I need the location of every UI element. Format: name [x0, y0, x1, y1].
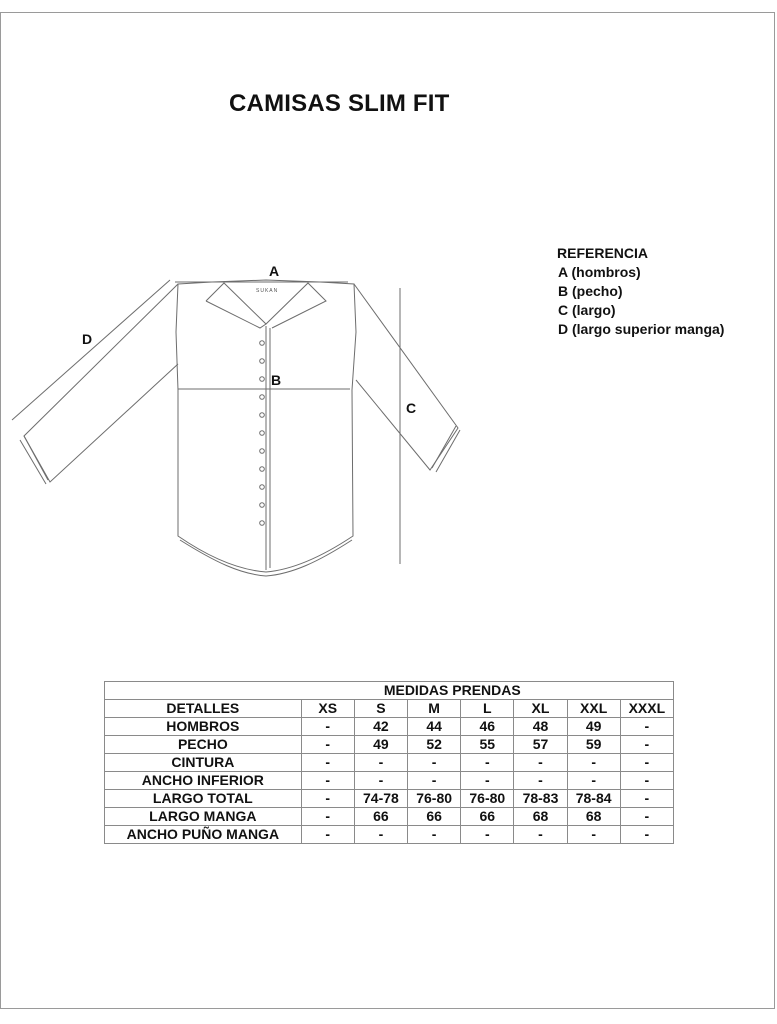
left-sleeve: [24, 284, 178, 482]
table-row: [105, 736, 674, 754]
table-cell: -: [301, 718, 354, 736]
table-cell: 52: [408, 736, 461, 754]
table-cell: 49: [354, 736, 407, 754]
table-cell: -: [514, 754, 567, 772]
page-title: CAMISAS SLIM FIT: [229, 90, 450, 117]
label-a: A: [269, 263, 280, 279]
table-cell: -: [461, 754, 514, 772]
header-size: L: [461, 700, 514, 718]
row-label: LARGO TOTAL: [105, 790, 302, 808]
table-cell: -: [354, 754, 407, 772]
label-d: D: [82, 331, 93, 347]
header-size: XXL: [567, 700, 620, 718]
table-cell: -: [354, 772, 407, 790]
row-label: HOMBROS: [105, 718, 302, 736]
table-cell: 48: [514, 718, 567, 736]
table-cell: -: [567, 772, 620, 790]
table-caption-row: [105, 682, 674, 700]
table-row: [105, 772, 674, 790]
table-cell: -: [461, 772, 514, 790]
table-cell: 57: [514, 736, 567, 754]
table-cell: 78-84: [567, 790, 620, 808]
table-cell: 55: [461, 736, 514, 754]
shirt-buttons: [260, 341, 265, 526]
table-header-row: [105, 700, 674, 718]
table-cell: -: [514, 772, 567, 790]
header-detalles: DETALLES: [105, 700, 302, 718]
table-cell: -: [408, 772, 461, 790]
table-cell: 66: [408, 808, 461, 826]
row-label: ANCHO PUÑO MANGA: [105, 826, 302, 844]
shirt-collar-inner: [206, 301, 266, 328]
reference-item-c: C (largo): [558, 302, 616, 318]
table-cell: -: [620, 718, 673, 736]
table-cell: -: [567, 826, 620, 844]
table-cell: -: [301, 808, 354, 826]
reference-heading: REFERENCIA: [557, 245, 649, 261]
table-cell: 76-80: [408, 790, 461, 808]
header-size: S: [354, 700, 407, 718]
table-cell: -: [620, 790, 673, 808]
right-cuff: [432, 426, 456, 468]
brand-label: SUKAN: [256, 288, 279, 294]
table-cell: 59: [567, 736, 620, 754]
row-label: CINTURA: [105, 754, 302, 772]
label-c: C: [406, 400, 417, 416]
shirt-diagram: [0, 240, 520, 600]
table-cell: -: [408, 826, 461, 844]
left-cuff: [24, 436, 48, 480]
header-size: XL: [514, 700, 567, 718]
table-cell: 66: [461, 808, 514, 826]
table-cell: 46: [461, 718, 514, 736]
reference-item-d: D (largo superior manga): [558, 321, 725, 337]
table-cell: 68: [514, 808, 567, 826]
table-cell: -: [408, 754, 461, 772]
table-cell: -: [620, 772, 673, 790]
table-caption: MEDIDAS PRENDAS: [301, 682, 461, 700]
sleeve-measure-line: [12, 280, 170, 420]
table-cell: 66: [354, 808, 407, 826]
table-cell: -: [620, 736, 673, 754]
table-row: [105, 754, 674, 772]
size-table: [104, 681, 674, 844]
table-cell: 76-80: [461, 790, 514, 808]
table-cell: 42: [354, 718, 407, 736]
table-row: [105, 808, 674, 826]
reference-item-b: B (pecho): [558, 283, 623, 299]
header-size: XS: [301, 700, 354, 718]
table-cell: -: [567, 754, 620, 772]
table-cell: -: [354, 826, 407, 844]
table-cell: -: [620, 826, 673, 844]
row-label: PECHO: [105, 736, 302, 754]
table-cell: 49: [567, 718, 620, 736]
table-cell: -: [514, 826, 567, 844]
table-row: [105, 718, 674, 736]
table-cell: -: [301, 754, 354, 772]
table-cell: -: [301, 790, 354, 808]
table-row: [105, 790, 674, 808]
row-label: ANCHO INFERIOR: [105, 772, 302, 790]
table-cell: -: [461, 826, 514, 844]
table-cell: 78-83: [514, 790, 567, 808]
row-label: LARGO MANGA: [105, 808, 302, 826]
reference-block: [557, 244, 724, 339]
table-cell: 74-78: [354, 790, 407, 808]
right-sleeve: [354, 284, 458, 470]
reference-item-a: A (hombros): [558, 264, 641, 280]
table-row: [105, 826, 674, 844]
table-cell: -: [620, 754, 673, 772]
table-cell: 44: [408, 718, 461, 736]
table-cell: -: [301, 736, 354, 754]
right-cuff-edge: [436, 430, 460, 472]
table-cell: 68: [567, 808, 620, 826]
header-size: XXXL: [620, 700, 673, 718]
label-b: B: [271, 372, 282, 388]
header-size: M: [408, 700, 461, 718]
table-cell: -: [301, 826, 354, 844]
table-cell: -: [620, 808, 673, 826]
table-cell: -: [301, 772, 354, 790]
left-cuff-edge: [20, 440, 46, 484]
